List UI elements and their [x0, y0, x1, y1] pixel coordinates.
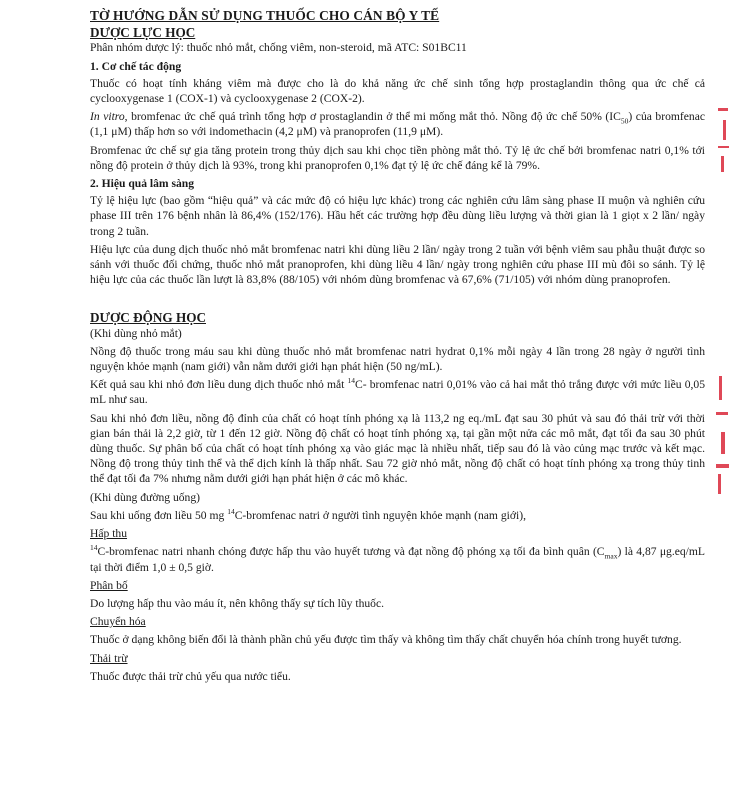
pk-p2-part1: Kết quả sau khi nhỏ đơn liều dung dịch thuốc nhỏ mắt: [90, 378, 348, 392]
efficacy-paragraph-1: Tỷ lệ hiệu lực (bao gồm “hiệu quả” và các mức độ có hiệu lực khác) trong các nghiên cứu lâm sàng phase II muộn và nghiên cứu phase III trên 176 bệnh nhân là 86,4% (152/176). Hầu hết các trường hợp đều dùng liều lượng và thời gian là 1 giọt x 2 lần/ ngày trong 2 tuần.: [90, 194, 705, 238]
pk-paragraph-4: [90, 508, 705, 523]
pharmacodynamics-heading: DƯỢC LỰC HỌC: [90, 25, 196, 41]
mechanism-paragraph-2: [90, 109, 705, 139]
stamp-fragment-bottom: [712, 370, 730, 510]
mechanism-heading: 1. Cơ chế tác động: [90, 59, 182, 73]
pk-paragraph-1: Nồng độ thuốc trong máu sau khi dùng thuốc nhỏ mắt bromfenac natri hydrat 0,1% mỗi ngày 4 lần trong 28 ngày ở người tình nguyện khỏe mạnh (nam giới) vẫn nằm dưới giới hạn phát hiện (50 ng/mL).: [90, 344, 705, 374]
pk-p4-part2: C-bromfenac natri ở người tình nguyện khỏe mạnh (nam giới),: [234, 508, 526, 522]
pk-p4-part1: Sau khi uống đơn liều 50 mg: [90, 508, 228, 522]
pharmacokinetics-heading: DƯỢC ĐỘNG HỌC: [90, 310, 206, 326]
distribution-text: Do lượng hấp thu vào máu ít, nên không thấy sự tích lũy thuốc.: [90, 596, 385, 610]
oral-label: (Khi dùng đường uống): [90, 490, 200, 504]
distribution-heading: Phân bố: [90, 578, 128, 592]
metabolism-text: Thuốc ở dạng không biến đổi là thành phần chủ yếu được tìm thấy và không tìm thấy chất chuyển hóa chính trong huyết tương.: [90, 633, 682, 647]
absorption-part2: ) là 4,87 μg.eq/mL tại thời điểm 1,0 ± 0,5 giờ.: [90, 545, 705, 574]
efficacy-paragraph-2: Hiệu lực của dung dịch thuốc nhỏ mắt bromfenac natri khi dùng liều 2 lần/ ngày trong 2 tuần với bệnh viêm sau phẫu thuật được so sánh với thuốc đối chứng, thuốc nhỏ mắt pranoprofen, khi dùng liều 4 lần/ ngày trong nghiên cứu phase III mù đôi so sánh. Tỷ lệ hiệu lực của các thuốc lần lượt là 83,8% (88/105) với nhóm dùng bromfenac và 67,6% (71/105) với nhóm dùng pranoprofen.: [90, 242, 705, 287]
ic50-subscript: 50: [620, 116, 629, 126]
stamp-fragment-top: [714, 100, 730, 190]
in-vitro-text: In vitro: [90, 110, 125, 124]
c14-superscript: 14: [90, 543, 98, 553]
document-page: [90, 8, 705, 687]
eye-drops-label: (Khi dùng nhỏ mắt): [90, 326, 182, 340]
pk-paragraph-2: [90, 377, 705, 407]
absorption-heading: Hấp thu: [90, 527, 128, 541]
absorption-text: [90, 544, 705, 574]
pharmacological-group: Phân nhóm dược lý: thuốc nhỏ mắt, chống viêm, non-steroid, mã ATC: S01BC11: [90, 41, 467, 55]
efficacy-heading: 2. Hiệu quả lâm sàng: [90, 177, 195, 191]
metabolism-heading: Chuyển hóa: [90, 615, 146, 629]
c14-superscript: 14: [347, 376, 355, 386]
cmax-subscript: max: [604, 551, 618, 561]
mechanism-paragraph-1: Thuốc có hoạt tính kháng viêm mà được cho là do khả năng ức chế sinh tổng hợp prostaglandin thông qua ức chế cả cyclooxygenase 1 (COX-1) và cyclooxygenase 2 (COX-2).: [90, 76, 705, 106]
section-spacer: [90, 290, 705, 310]
elimination-heading: Thải trừ: [90, 651, 128, 665]
mechanism-p2-part1: , bromfenac ức chế quá trình tổng hợp ơ prostaglandin ở thể mi mống mắt thỏ. Nồng độ ức chế 50% (IC: [124, 110, 621, 124]
c14-superscript: 14: [227, 507, 235, 517]
document-title: TỜ HƯỚNG DẪN SỬ DỤNG THUỐC CHO CÁN BỘ Y TẾ: [90, 8, 440, 23]
elimination-text: Thuốc được thải trừ chủ yếu qua nước tiểu.: [90, 669, 291, 683]
pk-paragraph-3: Sau khi nhỏ đơn liều, nồng độ đỉnh của chất có hoạt tính phóng xạ là 113,2 ng eq./mL đạt sau 30 phút và sau đó thải trừ với thời gian bán thải là 2,2 giờ, từ 1 đến 12 giờ. Nồng độ chất có hoạt tính phóng xạ, tại gần một nửa các mô mắt, đạt tối đa sau 30 phút dùng thuốc. Sự phân bố của chất có hoạt tính phóng xạ vào giác mạc là nhiều nhất, tiếp sau đó là vào củng mạc trước và kết mạc. Nồng độ trong thủy tinh thể và thể dịch kính là thấp nhất. Sau 72 giờ nhỏ mắt, nồng độ chất có hoạt tính phóng xạ trong thủy tinh thể đạt tối đa 7% nhưng nằm dưới giới hạn phát hiện ở các mô khác.: [90, 411, 705, 486]
absorption-part1: C-bromfenac natri nhanh chóng được hấp thu vào huyết tương và đạt nồng độ phóng xạ tối đa bình quân (C: [97, 545, 605, 559]
mechanism-p2-part2: ) của bromfenac (1,1 μM) thấp hơn so với indomethacin (4,2 μM) và pranoprofen (11,9 μM).: [90, 110, 705, 139]
mechanism-paragraph-3: Bromfenac ức chế sự gia tăng protein trong thủy dịch sau khi chọc tiền phòng mắt thỏ. Tỷ lệ ức chế bởi bromfenac natri 0,1% tới nồng độ protein ở thủy dịch là 93%, trong khi pranoprofen 0,1% đạt tỷ lệ ức chế đáng kể là 79%.: [90, 143, 705, 172]
pk-p2-part2: C- bromfenac natri 0,01% vào cả hai mắt thỏ trắng được với mức liều 0,05 mL như sau.: [90, 378, 705, 407]
